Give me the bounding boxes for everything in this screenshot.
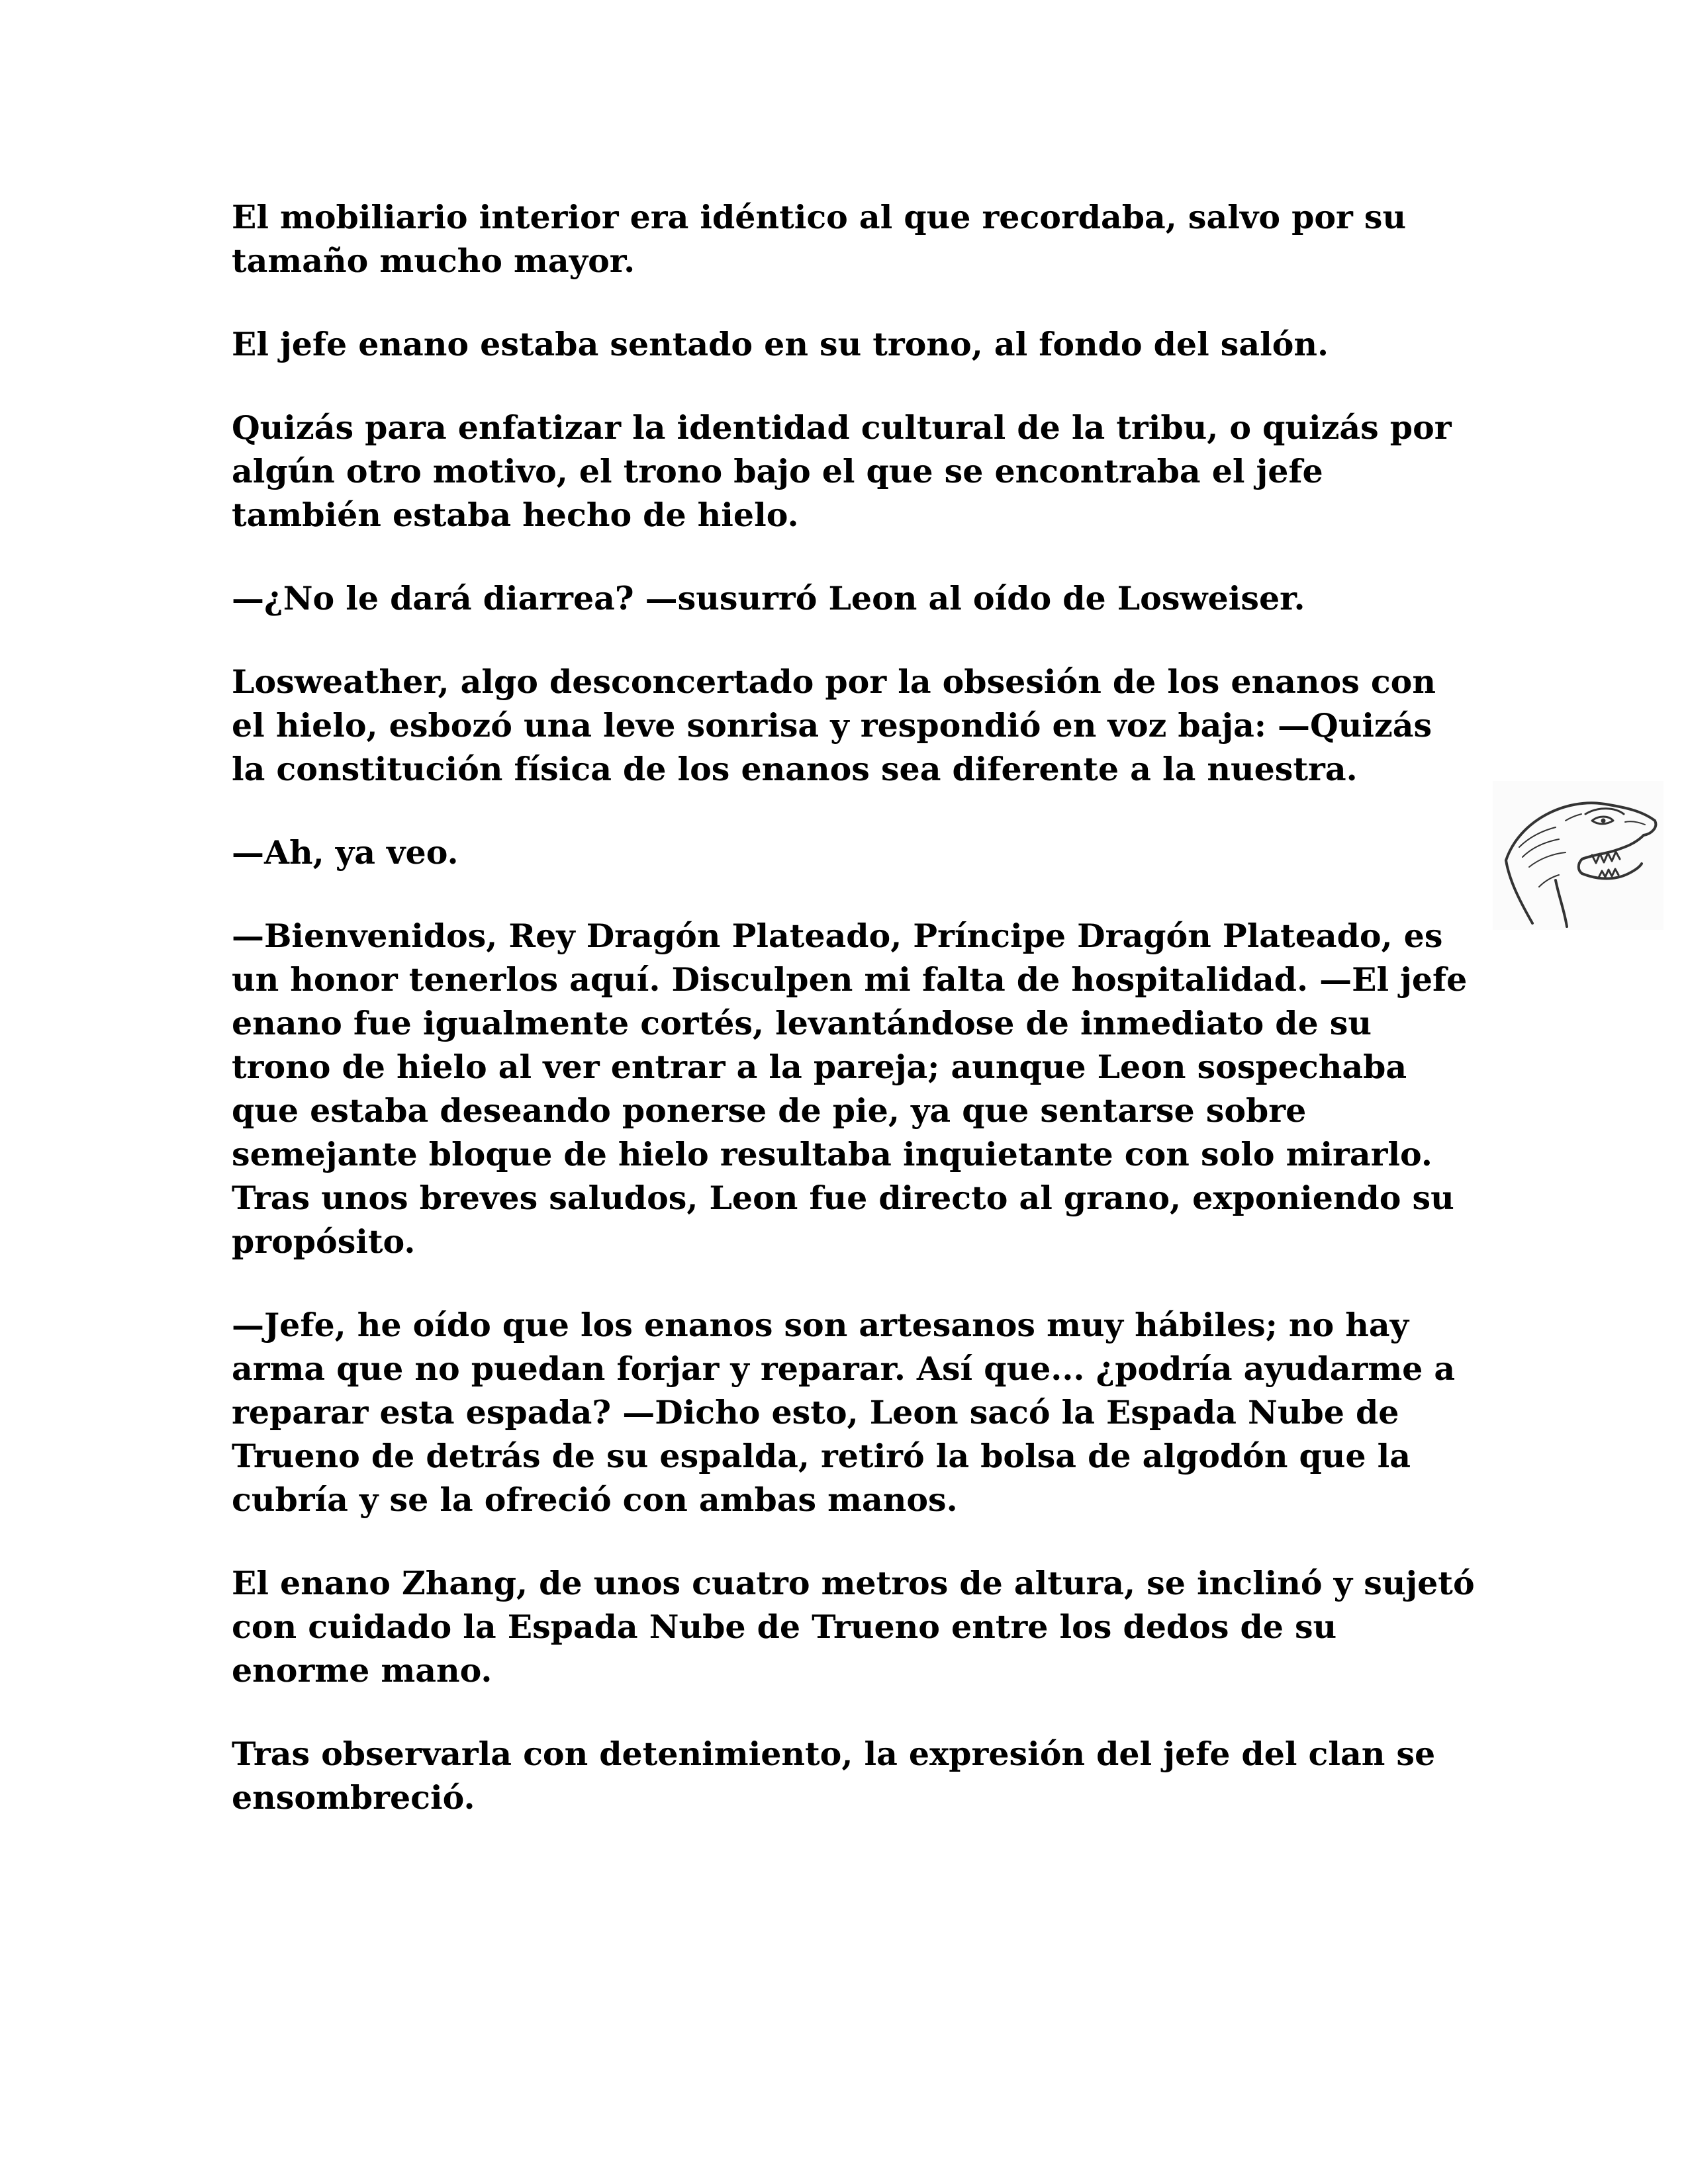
paragraph-1: El mobiliario interior era idéntico al que recordaba, salvo por su tamaño mucho mayor. xyxy=(232,198,1407,280)
paragraph-6: —Ah, ya veo. xyxy=(232,833,459,872)
paragraph-7: —Bienvenidos, Rey Dragón Plateado, Príncipe Dragón Plateado, es un honor tenerlos aquí. Disculpen mi falta de hospitalidad. —El jefe enano fue igualmente cortés, levantándose de inmediato de su trono de hielo al ver entrar a la pareja; aunque Leon sospechaba que estaba deseando ponerse de pie, ya que sentarse sobre semejante bloque de hielo resultaba inquietante con solo mirarlo. Tras unos breves saludos, Leon fue directo al grano, exponiendo su propósito. xyxy=(232,917,1468,1261)
paragraph-5: Losweather, algo desconcertado por la obsesión de los enanos con el hielo, esbozó una leve sonrisa y respondió en voz baja: —Quizás la constitución física de los enanos sea diferente a la nuestra. xyxy=(232,662,1436,788)
paragraph-4: —¿No le dará diarrea? —susurró Leon al oído de Losweiser. xyxy=(232,579,1305,617)
paragraph-8: —Jefe, he oído que los enanos son artesanos muy hábiles; no hay arma que no puedan forjar y reparar. Así que... ¿podría ayudarme a reparar esta espada? —Dicho esto, Leon sacó la Espada Nube de Trueno de detrás de su espalda, retiró la bolsa de algodón que la cubría y se la ofreció con ambas manos. xyxy=(232,1306,1456,1519)
dinosaur-head-sketch-icon xyxy=(1493,781,1664,930)
paragraph-9: El enano Zhang, de unos cuatro metros de altura, se inclinó y sujetó con cuidado la Espada Nube de Trueno entre los dedos de su enorme mano. xyxy=(232,1564,1475,1690)
paragraph-2: El jefe enano estaba sentado en su trono, al fondo del salón. xyxy=(232,325,1329,363)
paragraph-10: Tras observarla con detenimiento, la expresión del jefe del clan se ensombreció. xyxy=(232,1735,1436,1817)
paragraph-3: Quizás para enfatizar la identidad cultural de la tribu, o quizás por algún otro motivo, el trono bajo el que se encontraba el jefe también estaba hecho de hielo. xyxy=(232,408,1452,534)
body-text xyxy=(232,195,1476,1859)
